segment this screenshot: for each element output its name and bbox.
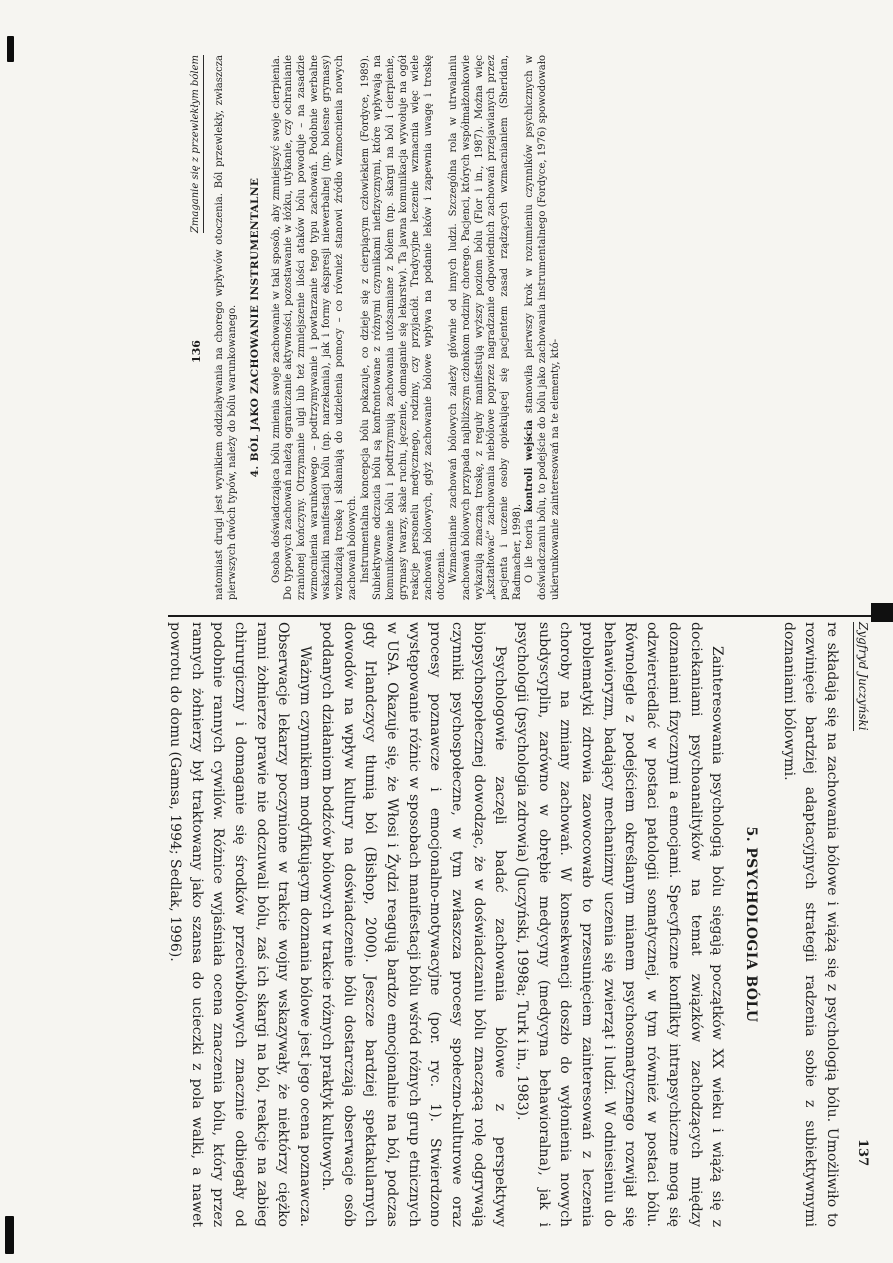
page-number-137: 137 bbox=[855, 1139, 870, 1167]
running-head-left: Zmaganie się z przewlekłym bólem bbox=[190, 55, 204, 233]
body-paragraph: Psychologowie zaczęli badać zachowania bólowe z perspektywy biopsychospołecznej dowodząc, że w doświadczaniu bólu znaczącą rolę odgrywają czynniki psychospołeczne, w tym zwłaszcza procesy społeczno-kulturowe oraz procesy poznawcze i emocjonalno-motywacyjne (por. ryc. 1). Stwierdzono występowanie różnic w sposobach manifestacji bólu wśród różnych grup etnicznych w USA. Okazuje się, że Włosi i Żydzi reagują bardzo emocjonalnie na ból, podczas gdy Irlandczycy tłumią ból (Bishop, 2000). Jeszcze bardziej spektakularnych dowodów na wpływ kultury na doświadczenie bólu dostarczają obserwacje osób poddanych działaniom bodźców bólowych w trakcie różnych praktyk kultowych. bbox=[318, 622, 509, 1227]
body-paragraph: natomiast drugi jest wynikiem oddziaływania na chorego wpływów otoczenia. Ból przewlekły, zwłaszcza pierwszych dwóch typów, należy do bólu warunkowanego. bbox=[214, 55, 238, 600]
running-head-right: Zygfryd Juczyński bbox=[853, 622, 870, 731]
page-136-header bbox=[190, 55, 206, 600]
page-divider-line bbox=[168, 615, 893, 617]
body-paragraph: re składają się na zachowania bólowe i wiążą się z psychologią bólu. Umożliwiło to rozwinięcie bardziej adaptacyjnych strategii radzenia sobie z subiektywnymi doznaniami bólowymi. bbox=[780, 622, 840, 1227]
page-number-136: 136 bbox=[190, 340, 203, 363]
scan-mark-bottom-left bbox=[5, 1216, 14, 1254]
gutter-artifact bbox=[871, 603, 893, 622]
paragraph-group bbox=[163, 622, 727, 1227]
body-paragraph: Zainteresowania psychologią bólu sięgają początków XX wieku i wiążą się z dociekaniami psychoanalityków na temat związków zachodzących między doznaniami fizycznymi a emocjami. Specyficzne konflikty intrapsychiczne mogą się odzwierciedlać w postaci patologii somatycznej, w tym również w postaci bólu. Równolegle z podejściem określanym mianem psychosomatycznego rozwijał się behawioryzm, badający mechanizmy uczenia się zwierząt i ludzi. W odniesieniu do problematyki zdrowia zaowocowało to przesunięciem zainteresowań z leczenia choroby na zmiany zachowań. W konsekwencji doszło do wyłonienia nowych subdyscyplin, zarówno w obrębie medycyny (medycyna behawioralna), jak i psychologii (psychologia zdrowia) (Juczyński, 1998a; Turk i in., 1983). bbox=[514, 622, 726, 1227]
paragraph-group bbox=[214, 55, 239, 600]
body-paragraph: O ile teoria kontroli wejścia stanowiła pierwszy krok w rozumieniu czynników psychicznych w doświadczaniu bólu, to podejście do bólu jako zachowania instrumentalnego (Fordyce, 1976) spowodowało ukierunkowanie zainteresowań na te elementy, któ- bbox=[524, 55, 561, 600]
paragraph-group bbox=[271, 55, 563, 600]
page-137-header bbox=[854, 622, 870, 1227]
section-title-4: 4. BÓL JAKO ZACHOWANIE INSTRUMENTALNE bbox=[249, 177, 262, 478]
section-title-5: 5. PSYCHOLOGIA BÓLU bbox=[742, 826, 759, 1023]
body-paragraph: Wzmacnianie zachowań bólowych zależy głównie od innych ludzi. Szczególna rola w utrwalaniu zachowań bólowych przypada najbliższym członkom rodziny chorego. Pacjenci, których współmałżonkowie wykazują znaczną troskę, z reguły manifestują wyższy poziom bólu (Flor i in., 1987). Można więc „kształtować” zachowania niebólowe poprzez nagradzanie odpowiednich zachowań przejawianych przez pacjenta i uczenie osoby opiekującej się pacjentem zasad rządzących wzmacnianiem (Sheridan, Radmacher, 1998). bbox=[448, 55, 523, 600]
scan-mark-top-left bbox=[7, 36, 14, 62]
page-136 bbox=[190, 55, 561, 600]
paragraph-group bbox=[777, 622, 842, 1227]
page-137 bbox=[167, 622, 870, 1227]
body-paragraph: Ważnym czynnikiem modyfikującym doznania bólowe jest jego ocena poznawcza. Obserwacje lekarzy poczynione w trakcie wojny wskazywały, że niektórzy ciężko ranni żołnierze prawie nie odczuwali bólu, zaś ich skargi na ból, reakcje na zabieg chirurgiczny i domaganie się środków przeciwbólowych znacznie odbiegały od podobnie rannych cywilów. Różnice wyjaśniała ocena znaczenia bólu, który przez rannych żołnierzy był traktowany jako szansa do ucieczki z pola walki, a nawet powrotu do domu (Gamsa, 1994; Sedlak, 1996). bbox=[167, 622, 314, 1227]
body-paragraph: Instrumentalna koncepcja bólu pokazuje, co dzieje się z cierpiącym człowiekiem (Fordyce, 1989). Subiektywne odczucia bólu są konfrontowane z różnymi czynnikami niefizycznymi, które wpływają na komunikowanie bólu i podtrzymują zachowania utożsamiane z bólem (np. skargi na ból i cierpienie, grymasy twarzy, skale ruchu, jęczenie, domaganie się lekarstw). Ta jawna komunikacja wywołuje na ogół reakcje personelu medycznego, rodziny, czy przyjaciół. Tradycyjne leczenie wzmacnia więc wiele zachowań bólowych, gdyż zachowanie bólowe wpływa na podanie leków i zapewnia uwagę i troskę otoczenia. bbox=[359, 55, 447, 600]
page-136-body bbox=[214, 55, 563, 600]
body-paragraph: Osoba doświadczająca bólu zmienia swoje zachowanie w taki sposób, aby zmniejszyć swoje cierpienia. Do typowych zachowań należą ograniczanie aktywności, pozostawanie w łóżku, utykanie, czy ochranianie zranionej kończyny. Otrzymanie ulgi lub też zmniejszenie ilości ataków bólu powoduje – na zasadzie wzmocnienia warunkowego – podtrzymywanie i powtarzanie tego typu zachowań. Podobnie werbalne wskaźniki manifestacji bólu (np. narzekania), jak i formy ekspresji niewerbalnej (np. bolesne grymasy) wzbudzają troskę i skłaniają do udzielenia pomocy – co również stanowi źródło wzmocnienia nowych zachowań bólowych. bbox=[270, 55, 358, 600]
page-137-body bbox=[163, 622, 842, 1227]
